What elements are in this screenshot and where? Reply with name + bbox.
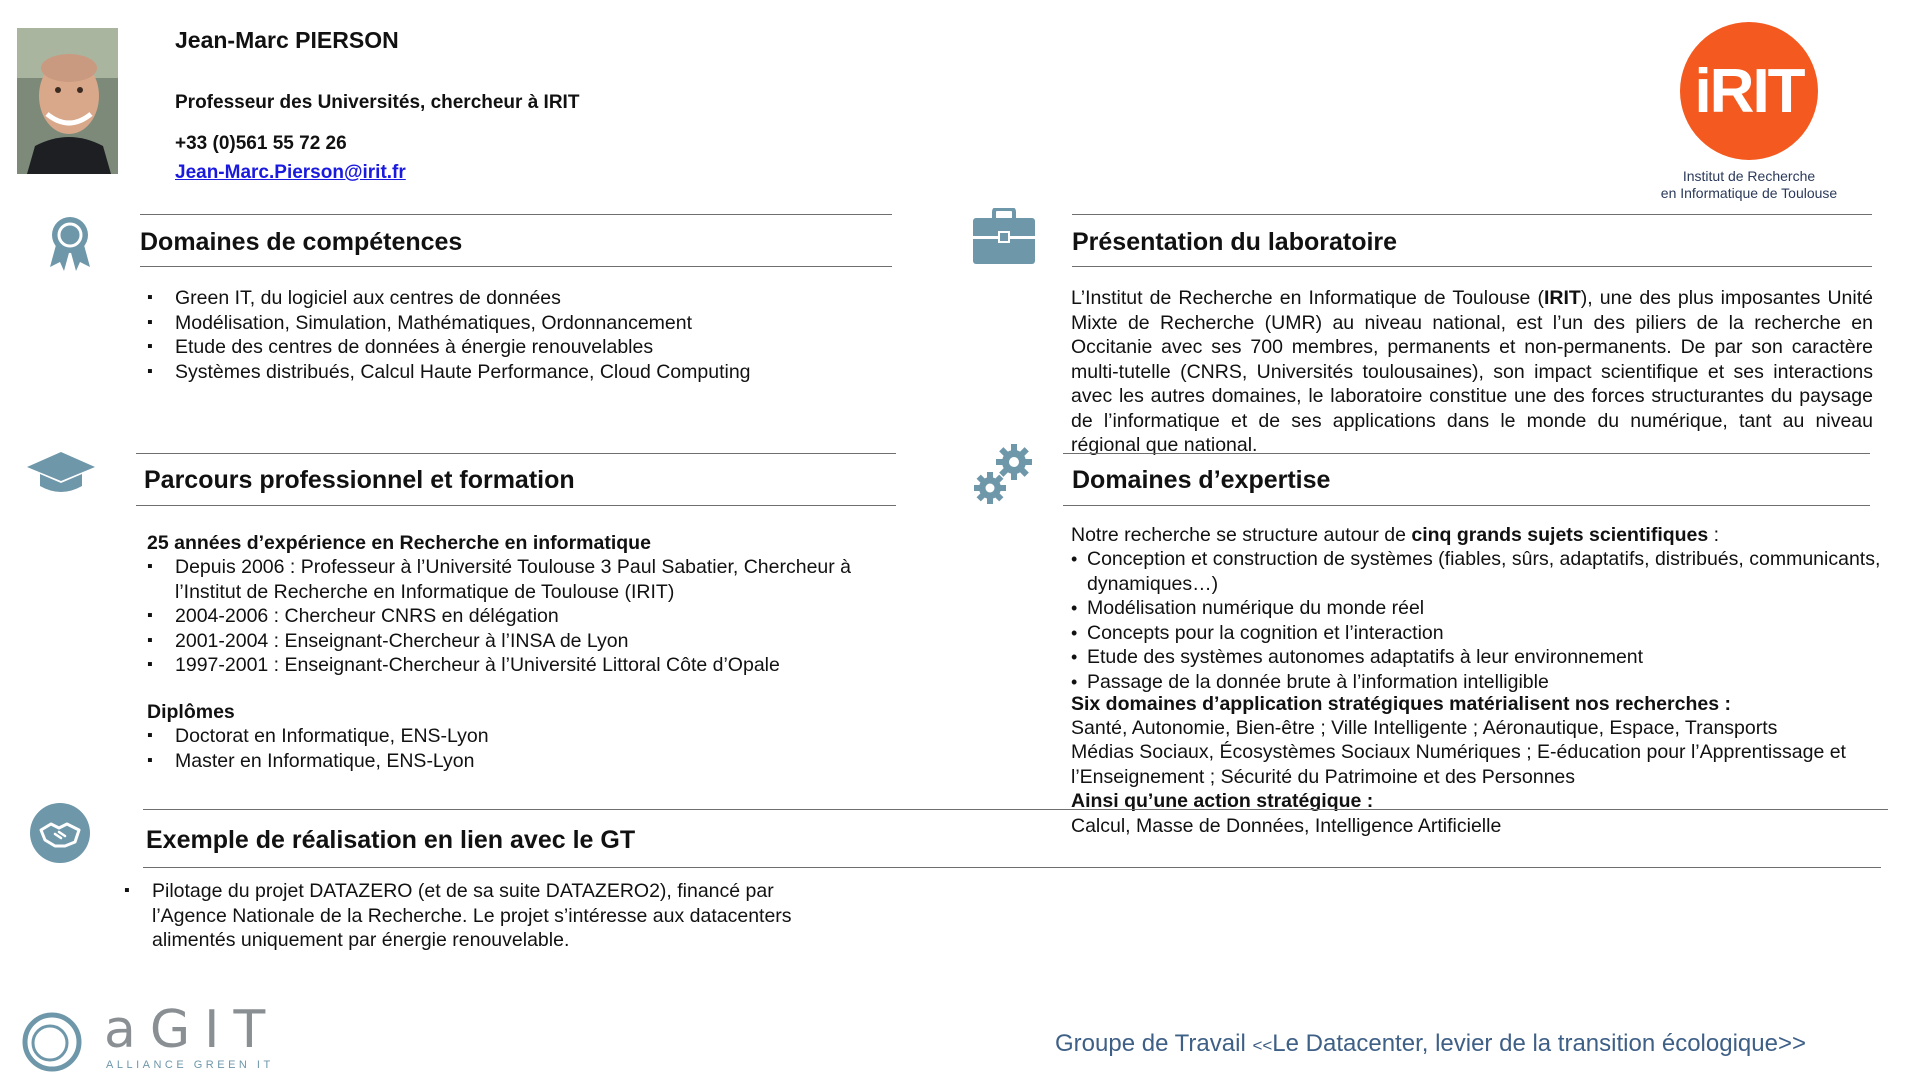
profile-photo — [17, 28, 118, 174]
laboratoire-text-after: ), une des plus imposantes Unité Mixte de Recherche (UMR) au niveau national, est l’un des piliers de la recherche en Occitanie avec ses 700 membres, permanents et non-permanents. De par son caractère multi-tutelle (CNRS, Universités toulousaines), son impact scientifique et ses interactions avec les autres domaines, le laboratoire constitue une des forces structurantes du paysage de l’informatique et de ses applications dans le monde du numérique, tant au niveau régional que national. — [1071, 287, 1873, 456]
expertise-intro-before: Notre recherche se structure autour de — [1071, 524, 1412, 546]
parcours-title: Parcours professionnel et formation — [144, 466, 575, 494]
list-item: • Conception et construction de systèmes (fiables, sûrs, adaptatifs, distribués, communicants, dynamiques…) — [1071, 547, 1911, 596]
list-item: • Modélisation numérique du monde réel — [1071, 596, 1911, 621]
handshake-icon — [29, 802, 91, 869]
divider — [1072, 214, 1872, 215]
alliance-green-it-logo-icon — [20, 1012, 84, 1077]
footer-group-prefix: Groupe de Travail — [1055, 1030, 1253, 1057]
graduation-cap-icon — [26, 450, 96, 501]
list-item: ▪ Etude des centres de données à énergie renouvelables — [147, 335, 897, 360]
briefcase-icon — [972, 208, 1036, 271]
divider — [1063, 453, 1870, 454]
expertise-intro-after: : — [1708, 524, 1720, 546]
divider — [143, 809, 1888, 810]
competences-list — [147, 286, 897, 384]
list-item: ▪ Modélisation, Simulation, Mathématiques, Ordonnancement — [147, 311, 897, 336]
agit-logo-text: aGIT — [104, 1000, 280, 1060]
application-heading: Six domaines d’application stratégiques matérialisent nos recherches : — [1071, 693, 1731, 715]
list-item: ▪ Green IT, du logiciel aux centres de données — [147, 286, 897, 311]
application-line2: Médias Sociaux, Écosystèmes Sociaux Numériques ; E-éducation pour l’Apprentissage et l’Enseignement ; Sécurité du Patrimoine et des Personnes — [1071, 741, 1846, 788]
laboratoire-title: Présentation du laboratoire — [1072, 228, 1398, 256]
gears-icon — [972, 440, 1034, 511]
expertise-title: Domaines d’expertise — [1072, 466, 1331, 494]
competences-title: Domaines de compétences — [140, 228, 463, 256]
list-item: ▪ Doctorat en Informatique, ENS-Lyon — [147, 724, 887, 749]
expertise-list — [1071, 547, 1911, 694]
application-line1: Santé, Autonomie, Bien-être ; Ville Intelligente ; Aéronautique, Espace, Transports — [1071, 717, 1778, 739]
expertise-intro — [1071, 523, 1911, 548]
divider — [140, 266, 892, 267]
realisation-list — [124, 879, 824, 953]
list-item: ▪ Systèmes distribués, Calcul Haute Performance, Cloud Computing — [147, 360, 897, 385]
divider — [1063, 505, 1870, 506]
diplomes-list — [147, 724, 887, 773]
list-item: ▪ Master en Informatique, ENS-Lyon — [147, 749, 887, 774]
laboratoire-text — [1071, 286, 1873, 458]
list-item: ▪ Depuis 2006 : Professeur à l’Université Toulouse 3 Paul Sabatier, Chercheur à l’Institut de Recherche en Informatique de Toulouse (IRIT) — [147, 555, 887, 604]
list-item: ▪ 2004-2006 : Chercheur CNRS en délégation — [147, 604, 887, 629]
laboratoire-text-before: L’Institut de Recherche en Informatique de Toulouse ( — [1071, 287, 1544, 309]
list-item: ▪ 1997-2001 : Enseignant-Chercheur à l’Université Littoral Côte d’Opale — [147, 653, 887, 678]
irit-caption-line1: Institut de Recherche — [1682, 168, 1816, 184]
divider — [136, 505, 896, 506]
irit-logo — [1680, 22, 1818, 160]
person-name: Jean-Marc PIERSON — [175, 27, 399, 53]
expertise-intro-bold: cinq grands sujets scientifiques — [1411, 524, 1709, 546]
action-heading: Ainsi qu’une action stratégique : — [1071, 790, 1374, 812]
footer-quote-close: >> — [1777, 1030, 1806, 1057]
list-item: ▪ Pilotage du projet DATAZERO (et de sa suite DATAZERO2), financé par l’Agence Nationale de la Recherche. Le projet s’intéresse aux datacenters alimentés uniquement par énergie renouvelable. — [124, 879, 824, 953]
action-text: Calcul, Masse de Données, Intelligence Artificielle — [1071, 815, 1502, 837]
list-item: ▪ 2001-2004 : Enseignant-Chercheur à l’INSA de Lyon — [147, 629, 887, 654]
laboratoire-text-bold: IRIT — [1543, 287, 1581, 309]
list-item: • Concepts pour la cognition et l’interaction — [1071, 621, 1911, 646]
person-phone: +33 (0)561 55 72 26 — [175, 133, 347, 154]
divider — [143, 867, 1881, 868]
divider — [136, 453, 896, 454]
divider — [1072, 266, 1872, 267]
award-ribbon-icon — [44, 215, 96, 278]
experience-heading: 25 années d’expérience en Recherche en informatique — [147, 532, 651, 554]
experience-list — [147, 555, 887, 678]
irit-logo-text: iRIT — [1694, 57, 1804, 126]
agit-logo-subtitle: ALLIANCE GREEN IT — [106, 1059, 274, 1071]
footer-group-name: Le Datacenter, levier de la transition écologique — [1272, 1030, 1778, 1057]
list-item: • Etude des systèmes autonomes adaptatifs à leur environnement — [1071, 645, 1911, 670]
diplomes-heading: Diplômes — [147, 701, 235, 723]
person-role: Professeur des Universités, chercheur à IRIT — [175, 92, 580, 113]
footer-quote-open: << — [1252, 1036, 1273, 1055]
realisation-title: Exemple de réalisation en lien avec le GT — [146, 826, 636, 854]
footer-group-title — [1055, 1030, 1806, 1058]
person-email-link[interactable]: Jean-Marc.Pierson@irit.fr — [175, 162, 406, 183]
divider — [140, 214, 892, 215]
list-item: • Passage de la donnée brute à l’information intelligible — [1071, 670, 1911, 695]
irit-caption-line2: en Informatique de Toulouse — [1660, 185, 1838, 201]
